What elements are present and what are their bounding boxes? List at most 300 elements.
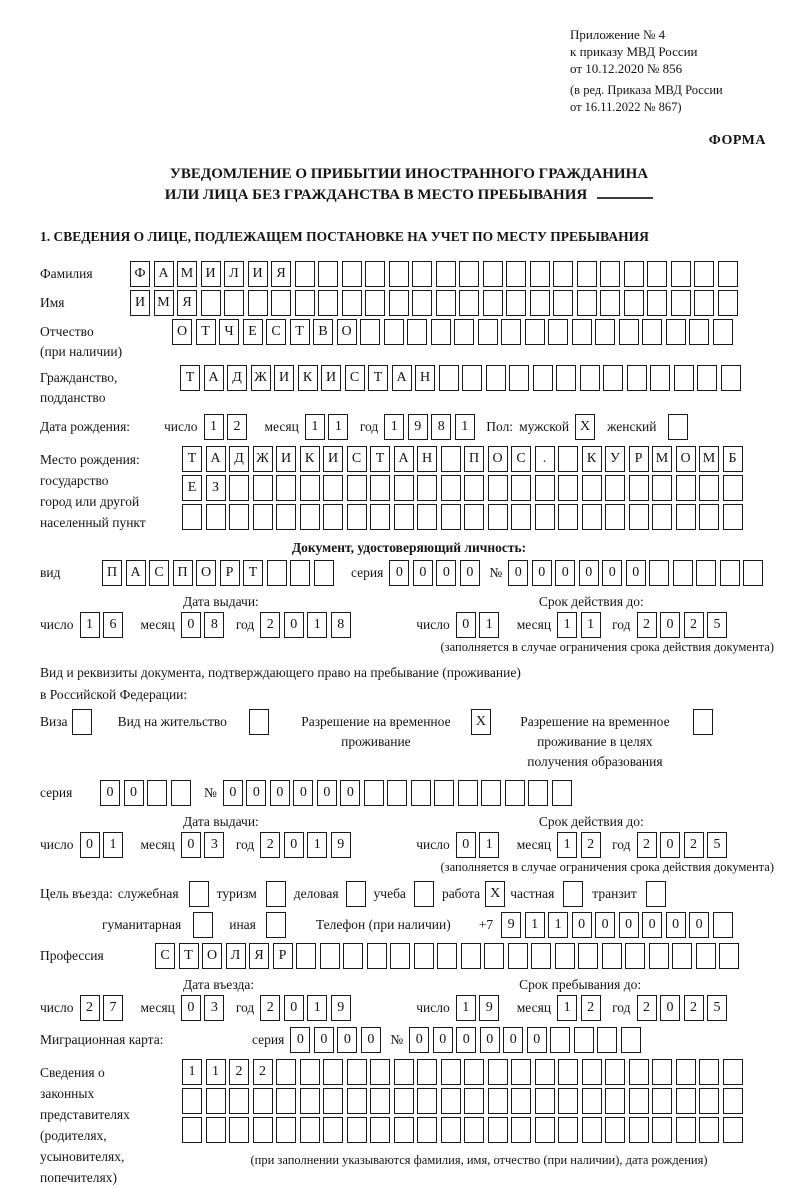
- char-box[interactable]: [556, 365, 576, 391]
- char-box[interactable]: [412, 261, 432, 287]
- char-box[interactable]: П: [464, 446, 484, 472]
- char-box[interactable]: К: [582, 446, 602, 472]
- char-box[interactable]: [295, 261, 315, 287]
- char-box[interactable]: С: [155, 943, 175, 969]
- char-box[interactable]: 9: [501, 912, 521, 938]
- char-box[interactable]: [652, 504, 672, 530]
- char-box[interactable]: 1: [307, 832, 327, 858]
- char-box[interactable]: [384, 319, 404, 345]
- char-box[interactable]: [580, 365, 600, 391]
- char-box[interactable]: [323, 504, 343, 530]
- char-box[interactable]: [253, 1088, 273, 1114]
- char-box[interactable]: [318, 261, 338, 287]
- char-box[interactable]: Е: [182, 475, 202, 501]
- char-box[interactable]: [595, 319, 615, 345]
- char-box[interactable]: 1: [479, 612, 499, 638]
- char-box[interactable]: [229, 1117, 249, 1143]
- char-box[interactable]: [535, 1117, 555, 1143]
- char-box[interactable]: [535, 504, 555, 530]
- char-box[interactable]: [488, 504, 508, 530]
- char-box[interactable]: М: [177, 261, 197, 287]
- char-box[interactable]: [323, 475, 343, 501]
- char-box[interactable]: 0: [361, 1027, 381, 1053]
- char-box[interactable]: 0: [284, 612, 304, 638]
- char-box[interactable]: [182, 1117, 202, 1143]
- char-box[interactable]: [528, 780, 548, 806]
- char-box[interactable]: Т: [196, 319, 216, 345]
- char-box[interactable]: [624, 290, 644, 316]
- char-box[interactable]: [147, 780, 167, 806]
- char-box[interactable]: [417, 1059, 437, 1085]
- char-box[interactable]: [364, 780, 384, 806]
- purpose-other-checkbox[interactable]: [266, 912, 286, 938]
- char-box[interactable]: И: [248, 261, 268, 287]
- char-box[interactable]: [600, 261, 620, 287]
- purpose-private-checkbox[interactable]: [563, 881, 583, 907]
- char-box[interactable]: [300, 1117, 320, 1143]
- char-box[interactable]: 0: [340, 780, 360, 806]
- char-box[interactable]: 2: [260, 832, 280, 858]
- char-box[interactable]: [441, 446, 461, 472]
- char-box[interactable]: 0: [181, 995, 201, 1021]
- char-box[interactable]: [296, 943, 316, 969]
- purpose-tourism-checkbox[interactable]: [266, 881, 286, 907]
- char-box[interactable]: О: [172, 319, 192, 345]
- char-box[interactable]: 1: [557, 832, 577, 858]
- char-box[interactable]: 0: [626, 560, 646, 586]
- char-box[interactable]: 0: [480, 1027, 500, 1053]
- char-box[interactable]: Т: [179, 943, 199, 969]
- char-box[interactable]: [201, 290, 221, 316]
- char-box[interactable]: [229, 504, 249, 530]
- char-box[interactable]: 9: [331, 832, 351, 858]
- char-box[interactable]: 2: [684, 995, 704, 1021]
- char-box[interactable]: 0: [413, 560, 433, 586]
- char-box[interactable]: [552, 780, 572, 806]
- char-box[interactable]: [511, 1059, 531, 1085]
- char-box[interactable]: [718, 290, 738, 316]
- char-box[interactable]: [365, 261, 385, 287]
- char-box[interactable]: А: [204, 365, 224, 391]
- char-box[interactable]: [582, 1088, 602, 1114]
- char-box[interactable]: [488, 475, 508, 501]
- char-box[interactable]: [553, 290, 573, 316]
- char-box[interactable]: [558, 504, 578, 530]
- char-box[interactable]: 1: [557, 995, 577, 1021]
- char-box[interactable]: 0: [314, 1027, 334, 1053]
- char-box[interactable]: [558, 446, 578, 472]
- char-box[interactable]: [597, 1027, 617, 1053]
- char-box[interactable]: С: [347, 446, 367, 472]
- char-box[interactable]: 0: [456, 1027, 476, 1053]
- char-box[interactable]: [461, 943, 481, 969]
- char-box[interactable]: [206, 504, 226, 530]
- char-box[interactable]: [743, 560, 763, 586]
- char-box[interactable]: [436, 261, 456, 287]
- char-box[interactable]: Р: [629, 446, 649, 472]
- char-box[interactable]: [439, 365, 459, 391]
- char-box[interactable]: [483, 261, 503, 287]
- char-box[interactable]: [558, 1059, 578, 1085]
- char-box[interactable]: [486, 365, 506, 391]
- char-box[interactable]: О: [488, 446, 508, 472]
- residence-permit-checkbox[interactable]: [249, 709, 269, 735]
- char-box[interactable]: [723, 1117, 743, 1143]
- char-box[interactable]: А: [154, 261, 174, 287]
- char-box[interactable]: [530, 261, 550, 287]
- char-box[interactable]: [441, 1117, 461, 1143]
- char-box[interactable]: [578, 943, 598, 969]
- char-box[interactable]: [276, 504, 296, 530]
- char-box[interactable]: [488, 1117, 508, 1143]
- char-box[interactable]: [276, 1088, 296, 1114]
- char-box[interactable]: [582, 1059, 602, 1085]
- char-box[interactable]: [621, 1027, 641, 1053]
- char-box[interactable]: [394, 475, 414, 501]
- char-box[interactable]: А: [392, 365, 412, 391]
- char-box[interactable]: С: [266, 319, 286, 345]
- char-box[interactable]: [370, 1117, 390, 1143]
- char-box[interactable]: 0: [284, 832, 304, 858]
- char-box[interactable]: [253, 504, 273, 530]
- char-box[interactable]: [478, 319, 498, 345]
- char-box[interactable]: [389, 290, 409, 316]
- char-box[interactable]: 0: [409, 1027, 429, 1053]
- char-box[interactable]: [672, 943, 692, 969]
- char-box[interactable]: Я: [177, 290, 197, 316]
- char-box[interactable]: [535, 1088, 555, 1114]
- char-box[interactable]: [649, 560, 669, 586]
- char-box[interactable]: [387, 780, 407, 806]
- char-box[interactable]: [719, 943, 739, 969]
- char-box[interactable]: [627, 365, 647, 391]
- visa-checkbox[interactable]: [72, 709, 92, 735]
- gender-male-checkbox[interactable]: X: [575, 414, 595, 440]
- char-box[interactable]: 0: [293, 780, 313, 806]
- char-box[interactable]: 0: [317, 780, 337, 806]
- char-box[interactable]: [647, 290, 667, 316]
- char-box[interactable]: [394, 1117, 414, 1143]
- char-box[interactable]: [605, 475, 625, 501]
- char-box[interactable]: 2: [260, 995, 280, 1021]
- char-box[interactable]: 6: [103, 612, 123, 638]
- char-box[interactable]: [531, 943, 551, 969]
- char-box[interactable]: [506, 290, 526, 316]
- char-box[interactable]: А: [126, 560, 146, 586]
- char-box[interactable]: [360, 319, 380, 345]
- char-box[interactable]: 0: [660, 995, 680, 1021]
- char-box[interactable]: 0: [555, 560, 575, 586]
- char-box[interactable]: [343, 943, 363, 969]
- char-box[interactable]: 2: [637, 995, 657, 1021]
- char-box[interactable]: [558, 475, 578, 501]
- char-box[interactable]: [652, 1088, 672, 1114]
- char-box[interactable]: 0: [433, 1027, 453, 1053]
- char-box[interactable]: 0: [389, 560, 409, 586]
- char-box[interactable]: [271, 290, 291, 316]
- char-box[interactable]: [323, 1088, 343, 1114]
- char-box[interactable]: [276, 475, 296, 501]
- char-box[interactable]: [276, 1117, 296, 1143]
- char-box[interactable]: 0: [602, 560, 622, 586]
- char-box[interactable]: [577, 290, 597, 316]
- char-box[interactable]: П: [102, 560, 122, 586]
- char-box[interactable]: 0: [660, 832, 680, 858]
- char-box[interactable]: [347, 1059, 367, 1085]
- char-box[interactable]: [464, 1059, 484, 1085]
- char-box[interactable]: [696, 943, 716, 969]
- char-box[interactable]: [650, 365, 670, 391]
- char-box[interactable]: Я: [271, 261, 291, 287]
- char-box[interactable]: [699, 1059, 719, 1085]
- char-box[interactable]: [394, 1059, 414, 1085]
- char-box[interactable]: [483, 290, 503, 316]
- char-box[interactable]: [699, 504, 719, 530]
- char-box[interactable]: [649, 943, 669, 969]
- char-box[interactable]: [699, 475, 719, 501]
- char-box[interactable]: [347, 1088, 367, 1114]
- char-box[interactable]: [171, 780, 191, 806]
- char-box[interactable]: 2: [581, 995, 601, 1021]
- char-box[interactable]: [323, 1059, 343, 1085]
- char-box[interactable]: [290, 560, 310, 586]
- char-box[interactable]: [602, 943, 622, 969]
- char-box[interactable]: 1: [384, 414, 404, 440]
- char-box[interactable]: [459, 261, 479, 287]
- char-box[interactable]: 1: [182, 1059, 202, 1085]
- char-box[interactable]: Т: [368, 365, 388, 391]
- char-box[interactable]: [676, 1088, 696, 1114]
- char-box[interactable]: Н: [415, 365, 435, 391]
- char-box[interactable]: 8: [331, 612, 351, 638]
- char-box[interactable]: 9: [331, 995, 351, 1021]
- char-box[interactable]: [694, 290, 714, 316]
- char-box[interactable]: [248, 290, 268, 316]
- char-box[interactable]: [229, 1088, 249, 1114]
- char-box[interactable]: [407, 319, 427, 345]
- char-box[interactable]: [441, 1059, 461, 1085]
- char-box[interactable]: [318, 290, 338, 316]
- char-box[interactable]: Б: [723, 446, 743, 472]
- char-box[interactable]: 0: [284, 995, 304, 1021]
- char-box[interactable]: [506, 261, 526, 287]
- char-box[interactable]: О: [196, 560, 216, 586]
- char-box[interactable]: С: [345, 365, 365, 391]
- char-box[interactable]: 1: [328, 414, 348, 440]
- char-box[interactable]: [295, 290, 315, 316]
- char-box[interactable]: [629, 1088, 649, 1114]
- char-box[interactable]: [699, 1088, 719, 1114]
- char-box[interactable]: З: [206, 475, 226, 501]
- char-box[interactable]: 0: [532, 560, 552, 586]
- char-box[interactable]: [535, 1059, 555, 1085]
- char-box[interactable]: [558, 1117, 578, 1143]
- char-box[interactable]: [652, 1117, 672, 1143]
- char-box[interactable]: [723, 475, 743, 501]
- char-box[interactable]: [582, 1117, 602, 1143]
- char-box[interactable]: [481, 780, 501, 806]
- purpose-work-checkbox[interactable]: X: [485, 881, 505, 907]
- char-box[interactable]: 1: [557, 612, 577, 638]
- char-box[interactable]: [676, 1059, 696, 1085]
- char-box[interactable]: [723, 1059, 743, 1085]
- char-box[interactable]: 1: [103, 832, 123, 858]
- char-box[interactable]: [389, 261, 409, 287]
- char-box[interactable]: 2: [260, 612, 280, 638]
- char-box[interactable]: 0: [642, 912, 662, 938]
- purpose-business-checkbox[interactable]: [346, 881, 366, 907]
- char-box[interactable]: [676, 1117, 696, 1143]
- char-box[interactable]: 8: [431, 414, 451, 440]
- char-box[interactable]: [642, 319, 662, 345]
- char-box[interactable]: Д: [227, 365, 247, 391]
- char-box[interactable]: 2: [684, 612, 704, 638]
- char-box[interactable]: [182, 504, 202, 530]
- char-box[interactable]: 2: [227, 414, 247, 440]
- char-box[interactable]: 7: [103, 995, 123, 1021]
- char-box[interactable]: [441, 1088, 461, 1114]
- temp-residence-checkbox[interactable]: X: [471, 709, 491, 735]
- char-box[interactable]: [417, 504, 437, 530]
- char-box[interactable]: [676, 504, 696, 530]
- char-box[interactable]: [436, 290, 456, 316]
- char-box[interactable]: 0: [579, 560, 599, 586]
- char-box[interactable]: [652, 1059, 672, 1085]
- char-box[interactable]: [394, 504, 414, 530]
- char-box[interactable]: [511, 475, 531, 501]
- temp-residence-education-checkbox[interactable]: [693, 709, 713, 735]
- char-box[interactable]: [464, 475, 484, 501]
- char-box[interactable]: [629, 504, 649, 530]
- char-box[interactable]: 2: [637, 612, 657, 638]
- char-box[interactable]: [206, 1117, 226, 1143]
- char-box[interactable]: [229, 475, 249, 501]
- char-box[interactable]: [441, 504, 461, 530]
- char-box[interactable]: [550, 1027, 570, 1053]
- char-box[interactable]: [603, 365, 623, 391]
- char-box[interactable]: Е: [243, 319, 263, 345]
- char-box[interactable]: [431, 319, 451, 345]
- char-box[interactable]: [582, 475, 602, 501]
- char-box[interactable]: [605, 504, 625, 530]
- char-box[interactable]: [370, 1088, 390, 1114]
- char-box[interactable]: [347, 475, 367, 501]
- purpose-transit-checkbox[interactable]: [646, 881, 666, 907]
- char-box[interactable]: 0: [666, 912, 686, 938]
- char-box[interactable]: [605, 1059, 625, 1085]
- char-box[interactable]: С: [511, 446, 531, 472]
- char-box[interactable]: [629, 475, 649, 501]
- char-box[interactable]: 0: [223, 780, 243, 806]
- char-box[interactable]: 8: [204, 612, 224, 638]
- char-box[interactable]: 1: [204, 414, 224, 440]
- char-box[interactable]: [629, 1117, 649, 1143]
- char-box[interactable]: [182, 1088, 202, 1114]
- char-box[interactable]: [713, 912, 733, 938]
- char-box[interactable]: 0: [246, 780, 266, 806]
- char-box[interactable]: 5: [707, 832, 727, 858]
- char-box[interactable]: [414, 943, 434, 969]
- char-box[interactable]: [572, 319, 592, 345]
- char-box[interactable]: [367, 943, 387, 969]
- char-box[interactable]: [454, 319, 474, 345]
- char-box[interactable]: [464, 504, 484, 530]
- char-box[interactable]: [459, 290, 479, 316]
- char-box[interactable]: [676, 475, 696, 501]
- char-box[interactable]: .: [535, 446, 555, 472]
- char-box[interactable]: [511, 1088, 531, 1114]
- char-box[interactable]: [674, 365, 694, 391]
- char-box[interactable]: 0: [181, 832, 201, 858]
- char-box[interactable]: Р: [273, 943, 293, 969]
- char-box[interactable]: [699, 1117, 719, 1143]
- char-box[interactable]: [365, 290, 385, 316]
- char-box[interactable]: Ч: [219, 319, 239, 345]
- char-box[interactable]: 1: [525, 912, 545, 938]
- char-box[interactable]: Я: [249, 943, 269, 969]
- char-box[interactable]: [723, 504, 743, 530]
- char-box[interactable]: [577, 261, 597, 287]
- char-box[interactable]: В: [313, 319, 333, 345]
- char-box[interactable]: [484, 943, 504, 969]
- char-box[interactable]: Н: [417, 446, 437, 472]
- char-box[interactable]: 3: [204, 995, 224, 1021]
- char-box[interactable]: [629, 1059, 649, 1085]
- char-box[interactable]: 2: [637, 832, 657, 858]
- char-box[interactable]: 2: [229, 1059, 249, 1085]
- char-box[interactable]: [553, 261, 573, 287]
- char-box[interactable]: [437, 943, 457, 969]
- char-box[interactable]: И: [274, 365, 294, 391]
- char-box[interactable]: [647, 261, 667, 287]
- char-box[interactable]: 5: [707, 995, 727, 1021]
- char-box[interactable]: [530, 290, 550, 316]
- char-box[interactable]: [411, 780, 431, 806]
- char-box[interactable]: Л: [226, 943, 246, 969]
- purpose-study-checkbox[interactable]: [414, 881, 434, 907]
- char-box[interactable]: [206, 1088, 226, 1114]
- char-box[interactable]: [417, 475, 437, 501]
- char-box[interactable]: 1: [456, 995, 476, 1021]
- char-box[interactable]: [671, 290, 691, 316]
- char-box[interactable]: [558, 1088, 578, 1114]
- char-box[interactable]: [253, 475, 273, 501]
- char-box[interactable]: [605, 1117, 625, 1143]
- char-box[interactable]: [505, 780, 525, 806]
- char-box[interactable]: О: [337, 319, 357, 345]
- char-box[interactable]: И: [130, 290, 150, 316]
- char-box[interactable]: 0: [290, 1027, 310, 1053]
- char-box[interactable]: 5: [707, 612, 727, 638]
- char-box[interactable]: 9: [479, 995, 499, 1021]
- char-box[interactable]: [412, 290, 432, 316]
- char-box[interactable]: [535, 475, 555, 501]
- char-box[interactable]: [488, 1088, 508, 1114]
- char-box[interactable]: У: [605, 446, 625, 472]
- char-box[interactable]: [320, 943, 340, 969]
- char-box[interactable]: [619, 319, 639, 345]
- char-box[interactable]: 2: [253, 1059, 273, 1085]
- char-box[interactable]: [511, 1117, 531, 1143]
- char-box[interactable]: [697, 365, 717, 391]
- char-box[interactable]: И: [276, 446, 296, 472]
- char-box[interactable]: 1: [305, 414, 325, 440]
- char-box[interactable]: 0: [689, 912, 709, 938]
- char-box[interactable]: 0: [503, 1027, 523, 1053]
- char-box[interactable]: [276, 1059, 296, 1085]
- char-box[interactable]: [300, 504, 320, 530]
- char-box[interactable]: Ф: [130, 261, 150, 287]
